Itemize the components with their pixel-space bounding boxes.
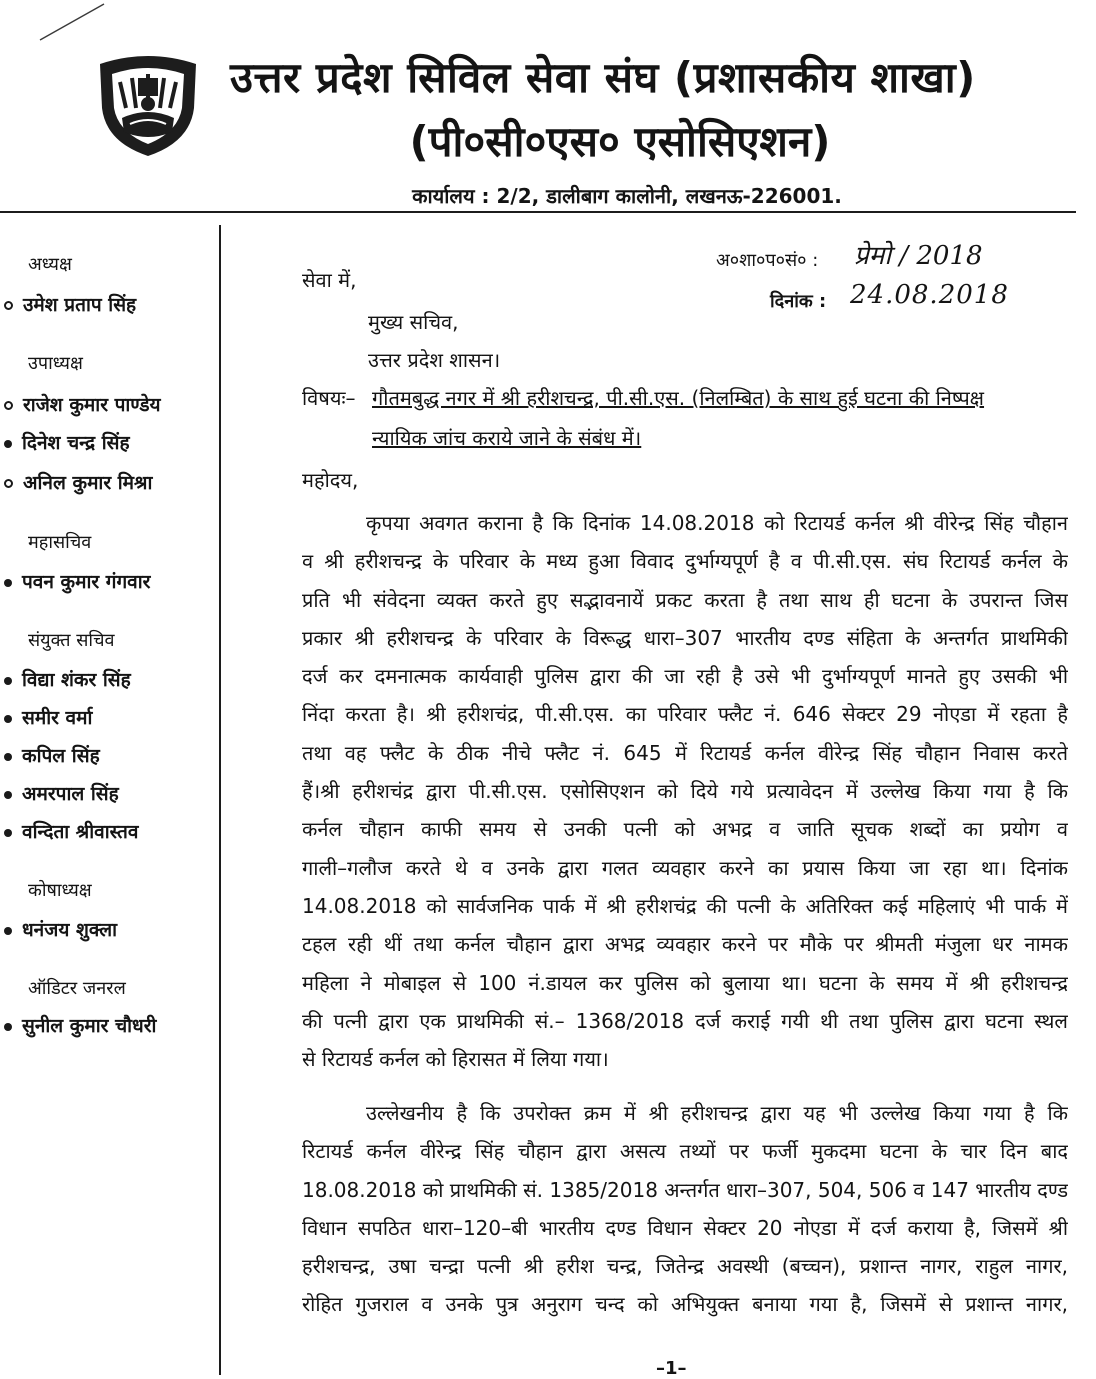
paragraph-line: तथा वह फ्लैट के ठीक नीचे फ्लैट नं. 645 में रिटायर्ड कर्नल वीरेन्द्र सिंह चौहान निवास करते [302,740,1068,765]
sidebar-member: विद्या शंकर सिंह [4,666,131,692]
bullet-icon [4,440,12,448]
paragraph-line: रोहित गुजराल व उनके पुत्र अनुराग चन्द को अभियुक्त बनाया गया है, जिसमें से प्रशान्त नागर, [302,1292,1068,1317]
sidebar-member: समीर वर्मा [4,704,92,730]
organization-subtitle: (पी०सी०एस० एसोसिएशन) [409,117,831,166]
bullet-icon [4,829,12,837]
sidebar-member: धनंजय शुक्ला [4,916,117,942]
sidebar-member: सुनील कुमार चौधरी [4,1012,156,1038]
paragraph-line: गाली–गलौज करते थे व उनके द्वारा गलत व्यवहार करने का प्रयास किया जा रहा था। दिनांक [302,855,1068,880]
addressee-salutation: सेवा में, [302,268,357,292]
sidebar-heading-vice-president: उपाध्यक्ष [28,353,83,374]
addressee-line: मुख्य सचिव, [368,310,459,334]
sidebar-member: कपिल सिंह [4,742,100,768]
greeting: महोदय, [302,468,359,492]
sidebar-heading-auditor-general: ऑडिटर जनरल [28,978,126,999]
date-value: 24.08.2018 [850,280,1009,310]
paragraph-line: निंदा करता है। श्री हरीशचंद्र, पी.सी.एस. का परिवार फ्लैट नं. 646 सेक्टर 29 नोएडा में रहता है [302,702,1068,727]
paragraph-line: दर्ज कर दमनात्मक कार्यवाही पुलिस द्वारा की जा रही है उसे भी दुर्भाग्यपूर्ण मानते हुए उसकी भी [302,664,1068,689]
bullet-icon [4,791,12,799]
paragraph-line: विधान सपठित धारा–120–बी भारतीय दण्ड विधान सेक्टर 20 नोएडा में दर्ज कराया है, जिसमें श्री [302,1215,1068,1240]
paragraph-line: से रिटायर्ड कर्नल को हिरासत में लिया गया। [302,1047,609,1072]
bullet-icon [4,401,13,410]
date-label: दिनांक : [770,291,827,312]
organization-title: उत्तर प्रदेश सिविल सेवा संघ (प्रशासकीय शाखा) [230,53,976,102]
sidebar-member: राजेश कुमार पाण्डेय [4,391,161,417]
paragraph-line: प्रकार श्री हरीशचन्द्र के परिवार के विरूद्ध धारा–307 भारतीय दण्ड संहिता के अन्तर्गत प्राथमिकी [302,625,1068,650]
reference-number-label: अ०शा०प०सं० : [716,250,819,271]
sidebar-heading-general-secretary: महासचिव [28,532,92,553]
sidebar-member: अनिल कुमार मिश्रा [4,469,152,495]
paragraph-line: व श्री हरीशचन्द्र के परिवार के मध्य हुआ विवाद दुर्भाग्यपूर्ण है व पी.सी.एस. संघ रिटायर्ड कर्नल के [302,549,1068,574]
bullet-icon [4,677,12,685]
letter-paragraph [302,1094,1068,1324]
paragraph-line: टहल रही थीं तथा कर्नल चौहान द्वारा अभद्र व्यवहार करने पर मौके पर श्रीमती मंजुला धर नामक [302,932,1068,957]
paragraph-line: 18.08.2018 को प्राथमिकी सं. 1385/2018 अन्तर्गत धारा–307, 504, 506 व 147 भारतीय दण्ड [302,1177,1068,1202]
paragraph-line: रिटायर्ड कर्नल वीरेन्द्र सिंह चौहान द्वारा असत्य तथ्यों पर फर्जी मुकदमा घटना के चार दिन बाद [302,1139,1068,1164]
office-address: कार्यालय : 2/2, डालीबाग कालोनी, लखनऊ-226001. [412,184,842,208]
subject-label: विषयः– [302,386,356,410]
paragraph-line: कृपया अवगत कराना है कि दिनांक 14.08.2018 को रिटायर्ड कर्नल श्री वीरेन्द्र सिंह चौहान [366,511,1068,535]
bullet-icon [4,927,12,935]
association-emblem [92,46,204,158]
paragraph-line: कर्नल चौहान काफी समय से उनकी पत्नी को अभद्र व जाति सूचक शब्दों का प्रयोग व [302,817,1068,842]
paragraph-line: 14.08.2018 को सार्वजनिक पार्क में श्री हरीशचंद्र की पत्नी के अतिरिक्त कई महिलाएं भी पार्क में [302,893,1068,918]
sidebar-heading-joint-secretary: संयुक्त सचिव [28,630,115,651]
sidebar-heading-treasurer: कोषाध्यक्ष [28,880,92,901]
sidebar-member: वन्दिता श्रीवास्तव [4,818,138,844]
letter-paragraph [302,504,1068,1078]
paragraph-line: की पत्नी द्वारा एक प्राथमिकी सं.– 1368/2018 दर्ज कराई गयी थी तथा पुलिस द्वारा घटना स्थल [302,1008,1068,1033]
bullet-icon [4,715,12,723]
paragraph-line: महिला ने मोबाइल से 100 नं.डायल कर पुलिस को बुलाया था। घटना के समय में श्री हरीशचन्द्र [302,970,1068,995]
paragraph-line: हरीशचन्द्र, उषा चन्द्रा पत्नी श्री हरीश चन्द्र, जितेन्द्र अवस्थी (बच्चन), प्रशान्त नागर, राहुल नागर, [302,1254,1068,1279]
sidebar-divider [219,225,221,1375]
subject-line: न्यायिक जांच कराये जाने के संबंध में। [372,426,642,450]
sidebar-member: अमरपाल सिंह [4,780,119,806]
bullet-icon [4,479,13,488]
sidebar-member: दिनेश चन्द्र सिंह [4,429,130,455]
bullet-icon [4,301,13,310]
sidebar-member: उमेश प्रताप सिंह [4,291,136,317]
paragraph-line: प्रति भी संवेदना व्यक्त करते हुए सद्भावनायें प्रकट करता है तथा साथ ही घटना के उपरान्त जिस [302,587,1068,612]
page-number: –1– [656,1358,687,1379]
header-divider [0,211,1076,213]
reference-number-value: प्रेमो / 2018 [854,241,983,271]
bullet-icon [4,579,12,587]
subject-line: गौतमबुद्ध नगर में श्री हरीशचन्द्र, पी.सी.एस. (निलम्बित) के साथ हुई घटना की निष्पक्ष [372,386,985,410]
bullet-icon [4,1023,12,1031]
sidebar-heading-president: अध्यक्ष [28,254,72,275]
bullet-icon [4,753,12,761]
pen-stroke-mark [38,0,108,42]
paragraph-line: उल्लेखनीय है कि उपरोक्त क्रम में श्री हरीशचन्द्र द्वारा यह भी उल्लेख किया गया है कि [366,1101,1068,1125]
paragraph-line: हैं।श्री हरीशचंद्र द्वारा पी.सी.एस. एसोसिएशन को दिये गये प्रत्यावेदन में उल्लेख किया गया है कि [302,779,1068,804]
addressee-line: उत्तर प्रदेश शासन। [368,348,501,372]
sidebar-member: पवन कुमार गंगवार [4,568,150,594]
